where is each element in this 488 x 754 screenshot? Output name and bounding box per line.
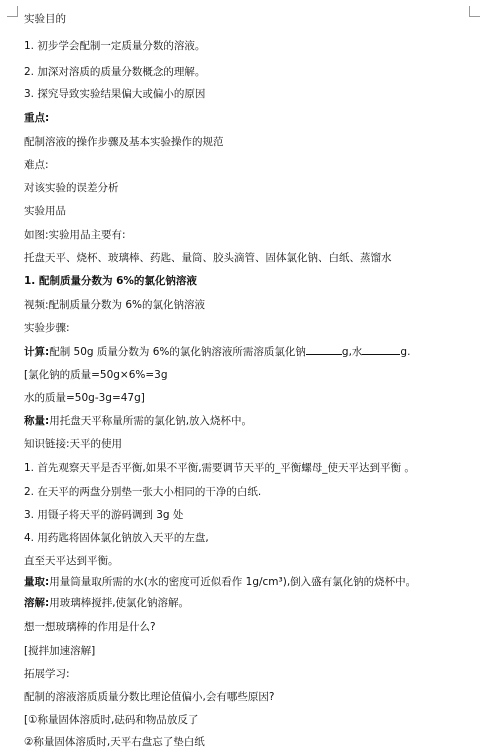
supplies-intro: 如图:实验用品主要有: — [24, 229, 126, 241]
think-answer: [搅拌加速溶解] — [24, 645, 96, 657]
extend-question: 配制的溶液溶质质量分数比理论值偏小,会有哪些原因? — [24, 691, 275, 703]
calc-label: 计算: — [24, 346, 50, 358]
calc-step — [24, 344, 410, 359]
weigh-text: 用托盘天平称量所需的氯化钠,放入烧杯中。 — [49, 415, 253, 427]
dissolve-step — [24, 596, 189, 610]
section-title: 1. 配制质量分数为 6%的氯化钠溶液 — [24, 275, 197, 287]
balance-step-2: 2. 在天平的两盘分别垫一张大小相同的干净的白纸. — [24, 486, 262, 498]
extend-label: 拓展学习: — [24, 668, 70, 680]
goal-item-3: 3. 探究导致实验结果偏大或偏小的原因 — [24, 88, 206, 100]
weigh-step — [24, 414, 252, 428]
key-point-text: 配制溶液的操作步骤及基本实验操作的规范 — [24, 136, 224, 148]
reason-item-2: ②称量固体溶质时,天平右盘忘了垫白纸 — [24, 736, 205, 748]
page-corner-mark-left — [7, 6, 18, 17]
difficulty-text: 对该实验的误差分析 — [24, 182, 119, 194]
measure-text: 用量筒量取所需的水(水的密度可近似看作 1g/cm³),倒入盛有氯化钠的烧杯中。 — [49, 576, 417, 588]
balance-step-4: 4. 用药匙将固体氯化钠放入天平的左盘, — [24, 532, 209, 544]
goal-item-2: 2. 加深对溶质的质量分数概念的理解。 — [24, 66, 206, 78]
measure-step — [24, 575, 416, 589]
calc-text: 配制 50g 质量分数为 6%的氯化钠溶液所需溶质氯化钠 — [49, 346, 306, 358]
goal-item-1: 1. 初步学会配制一定质量分数的溶液。 — [24, 40, 206, 52]
balance-step-3: 3. 用镊子将天平的游码调到 3g 处 — [24, 509, 184, 521]
weigh-label: 称量: — [24, 415, 50, 427]
supplies-list: 托盘天平、烧杯、玻璃棒、药匙、量筒、胶头滴管、固体氯化钠、白纸、蒸馏水 — [24, 252, 392, 264]
calc-answer-salt: [氯化钠的质量=50g×6%=3g — [24, 369, 168, 381]
goal-heading: 实验目的 — [24, 13, 66, 25]
answer-blank-salt — [306, 344, 342, 355]
calc-text-water: g,水 — [341, 346, 363, 358]
supplies-heading: 实验用品 — [24, 205, 66, 217]
measure-label: 量取: — [24, 576, 50, 588]
reason-item-1: [①称量固体溶质时,砝码和物品放反了 — [24, 714, 199, 726]
dissolve-label: 溶解: — [24, 597, 50, 609]
knowledge-link: 知识链接:天平的使用 — [24, 438, 123, 450]
video-caption: 视频:配制质量分数为 6%的氯化钠溶液 — [24, 299, 206, 311]
think-question: 想一想玻璃棒的作用是什么? — [24, 621, 156, 633]
answer-blank-water — [362, 344, 400, 355]
key-point-label: 重点: — [24, 112, 50, 124]
difficulty-label: 难点: — [24, 159, 49, 171]
steps-heading: 实验步骤: — [24, 322, 70, 334]
balance-step-5: 直至天平达到平衡。 — [24, 555, 119, 567]
calc-answer-water: 水的质量=50g-3g=47g] — [24, 392, 145, 404]
dissolve-text: 用玻璃棒搅拌,使氯化钠溶解。 — [49, 597, 190, 609]
calc-text-end: g. — [400, 346, 411, 358]
page-corner-mark-right — [469, 6, 480, 17]
balance-step-1: 1. 首先观察天平是否平衡,如果不平衡,需要调节天平的_平衡螺母_使天平达到平衡 。 — [24, 462, 415, 474]
